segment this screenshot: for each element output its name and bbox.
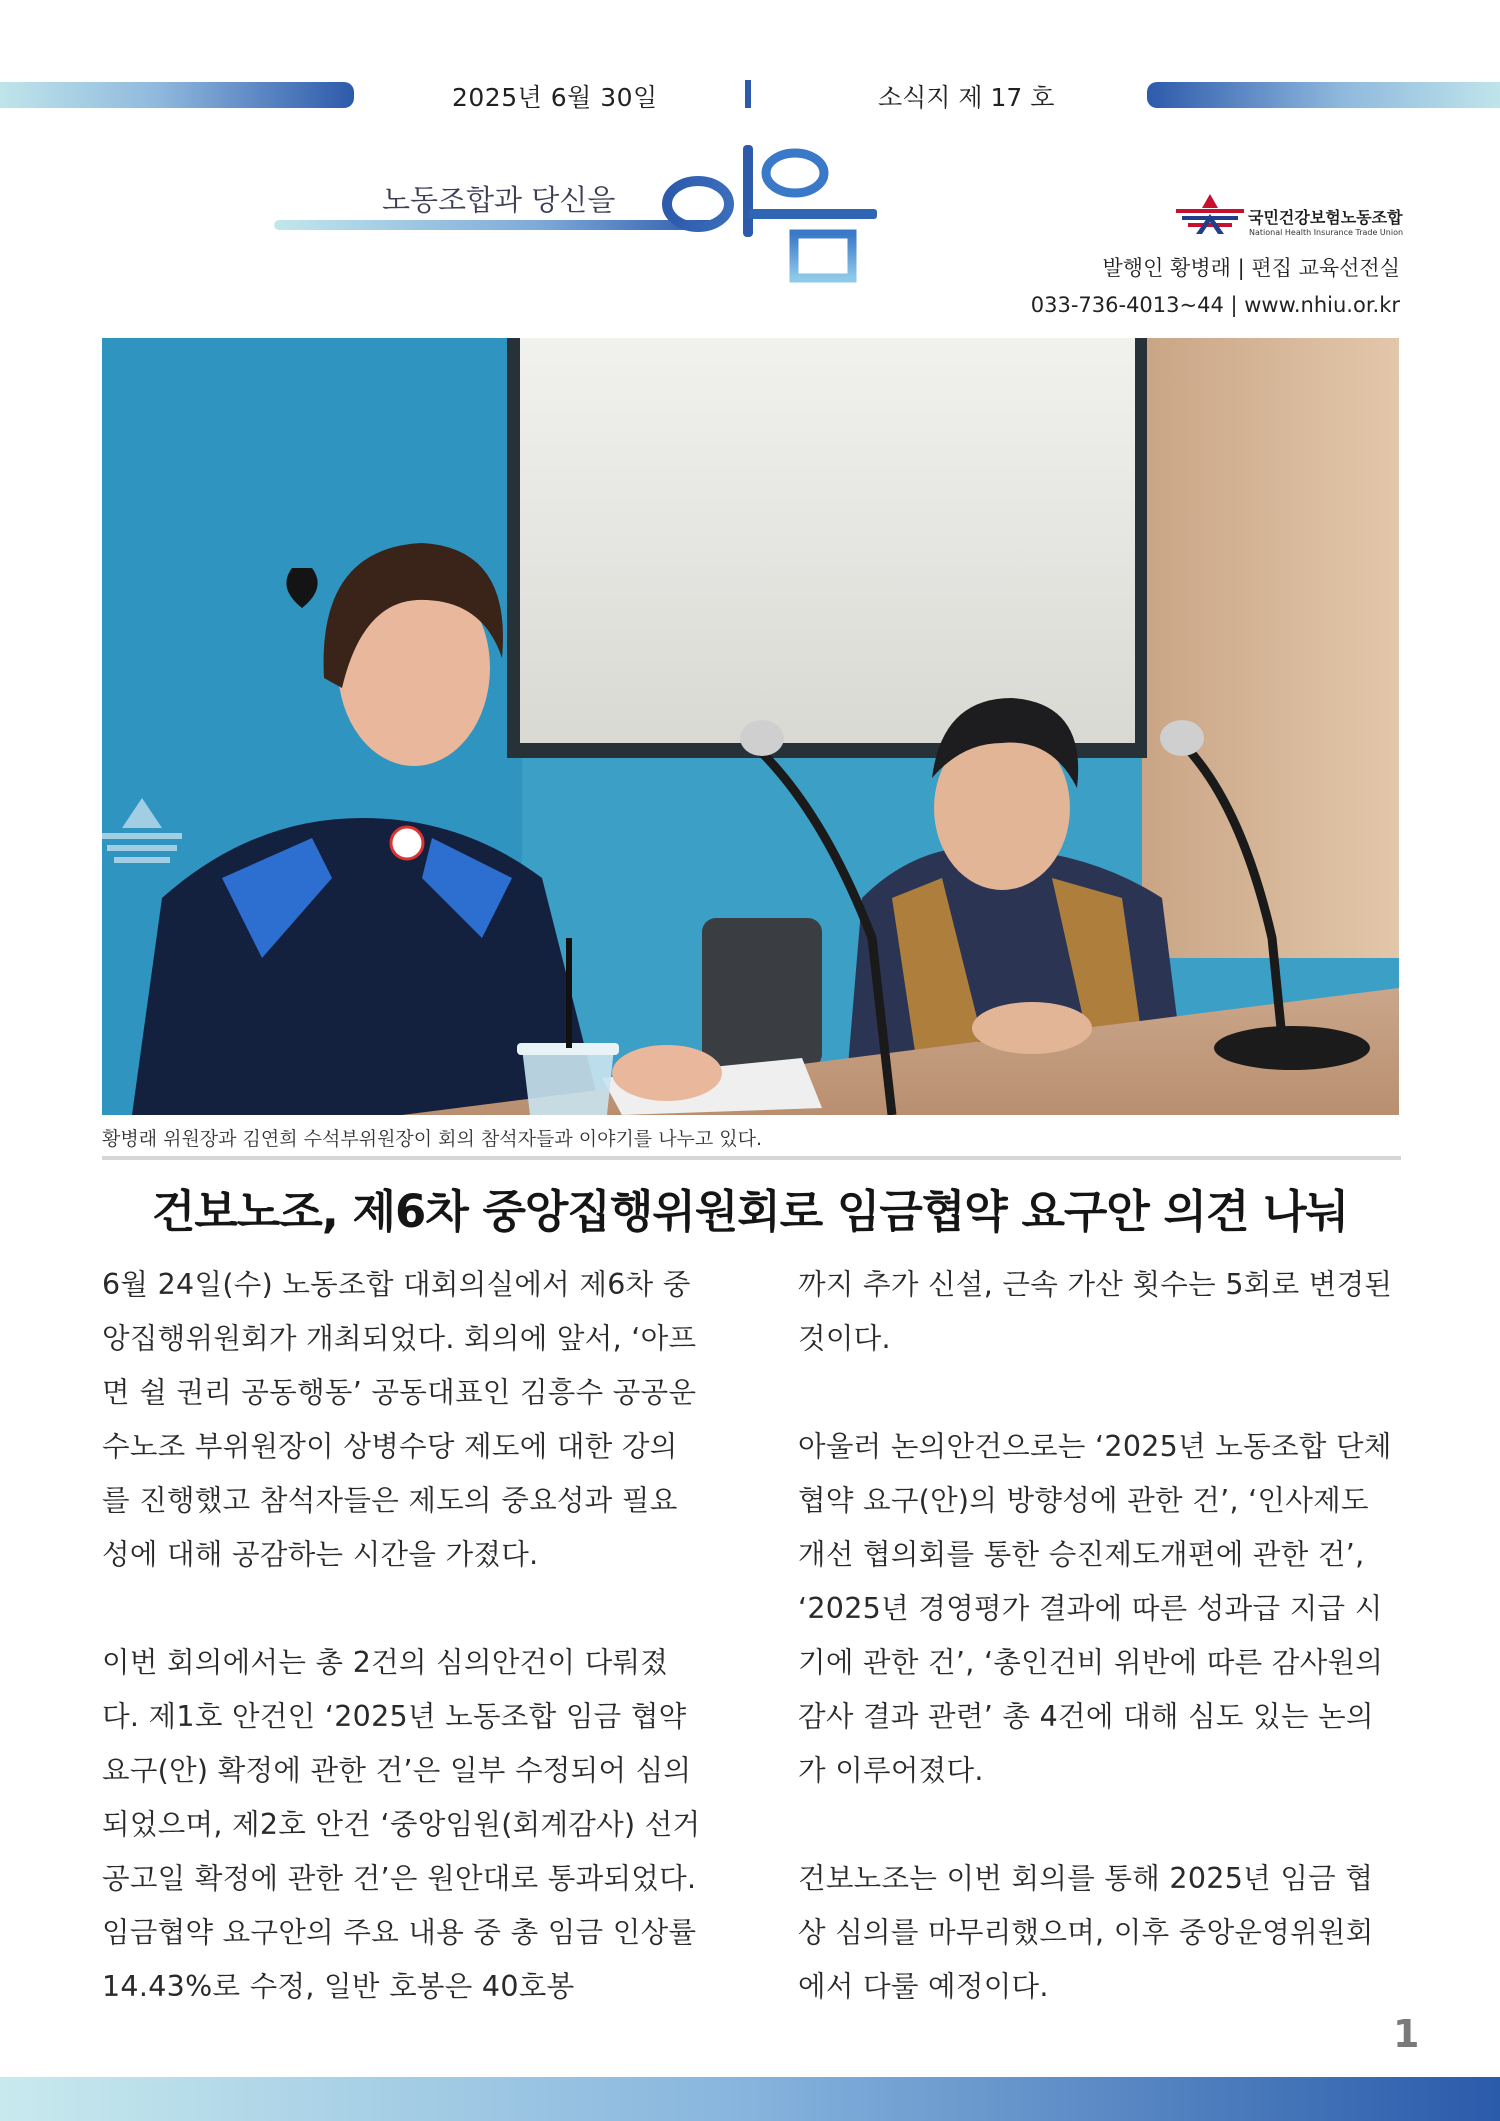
page-number: 1: [1393, 2012, 1420, 2056]
contact-info: 033-736-4013~44 | www.nhiu.or.kr: [1030, 293, 1400, 317]
article-column-left: [102, 1258, 702, 2014]
paragraph: 까지 추가 신설, 근속 가산 횟수는 5회로 변경된 것이다.: [798, 1268, 1393, 1355]
photo-caption: 황병래 위원장과 김연희 수석부위원장이 회의 참석자들과 이야기를 나누고 있다.: [102, 1128, 763, 1150]
union-logo-icon: [1176, 192, 1244, 236]
paragraph: 건보노조는 이번 회의를 통해 2025년 임금 협상 심의를 마무리했으며, 이후 중앙운영위원회에서 다룰 예정이다.: [798, 1862, 1374, 2003]
issue-number: 소식지 제 17 호: [878, 83, 1055, 112]
meeting-photo-illustration: [102, 338, 1399, 1115]
paragraph: 6월 24일(수) 노동조합 대회의실에서 제6차 중앙집행위원회가 개최되었다. 회의에 앞서, ‘아프면 쉴 권리 공동행동’ 공동대표인 김흥수 공공운수노조 부위원장이 상병수당 제도에 대한 강의를 진행했고 참석자들은 제도의 중요성과 필요성에 대해 공감하는 시간을 가졌다.: [102, 1268, 697, 1571]
article-column-right: [798, 1258, 1398, 2014]
masthead-title-logo: [645, 135, 890, 305]
header-band-left: [0, 82, 354, 108]
footer-band: [0, 2077, 1500, 2121]
paragraph: 이번 회의에서는 총 2건의 심의안건이 다뤄졌다. 제1호 안건인 ‘2025년 노동조합 임금 협약 요구(안) 확정에 관한 건’은 일부 수정되어 심의되었으며, 제2호 안건 ‘중앙임원(회계감사) 선거공고일 확정에 관한 건’은 원안대로 통과되었다. 임금협약 요구안의 주요 내용 중 총 임금 인상률 14.43%로 수정, 일반 호봉은 40호봉: [102, 1646, 701, 2003]
masthead-tagline: 노동조합과 당신을: [382, 183, 616, 217]
issue-date: 2025년 6월 30일: [452, 83, 658, 112]
union-name-english: National Health Insurance Trade Union: [1249, 228, 1404, 237]
section-rule: [102, 1156, 1401, 1160]
header-band-right: [1147, 82, 1500, 108]
article-headline: 건보노조, 제6차 중앙집행위원회로 임금협약 요구안 의견 나눠: [151, 1185, 1349, 1238]
header-divider: [745, 80, 751, 108]
union-name: 국민건강보험노동조합: [1248, 208, 1403, 227]
meeting-photo: [102, 338, 1399, 1115]
paragraph: 아울러 논의안건으로는 ‘2025년 노동조합 단체협약 요구(안)의 방향성에 관한 건’, ‘인사제도 개선 협의회를 통한 승진제도개편에 관한 건’, ‘2025년 경영평가 결과에 따른 성과급 지급 시기에 관한 건’, ‘총인건비 위반에 따른 감사원의 감사 결과 관련’ 총 4건에 대해 심도 있는 논의가 이루어졌다.: [798, 1430, 1392, 1787]
publisher-info: 발행인 황병래 | 편집 교육선전실: [1102, 256, 1400, 280]
